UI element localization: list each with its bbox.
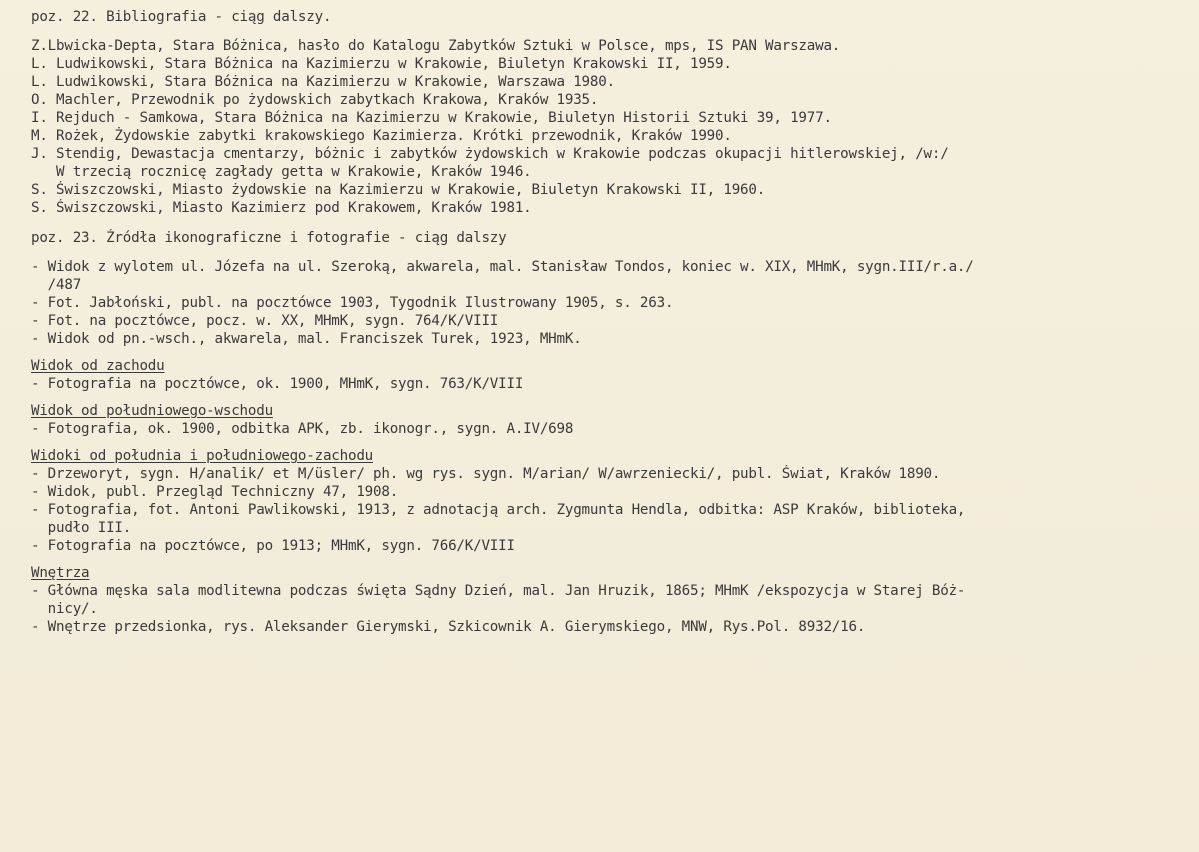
sources-general-list <box>31 258 1185 348</box>
source-item: - Drzeworyt, sygn. H/analik/ et M/üsler/ ph. wg rys. sygn. M/arian/ W/awrzeniecki/, publ. Świat, Kraków 1890. <box>31 466 941 482</box>
bibliography-entry: Z.Lbwicka-Depta, Stara Bóżnica, hasło do Katalogu Zabytków Sztuki w Polsce, mps, IS PAN Warszawa. <box>31 38 841 54</box>
source-item: - Główna męska sala modlitewna podczas święta Sądny Dzień, mal. Jan Hruzik, 1865; MHmK /ekspozycja w Starej Bóż- <box>31 583 966 599</box>
bibliography-entry-continuation: W trzecią rocznicę zagłady getta w Krakowie, Kraków 1946. <box>31 164 532 180</box>
source-item: - Fot. na pocztówce, pocz. w. XX, MHmK, sygn. 764/K/VIII <box>31 313 499 329</box>
bibliography-header: poz. 22. Bibliografia - ciąg dalszy. <box>31 9 332 25</box>
bibliography-entry: I. Rejduch - Samkowa, Stara Bóżnica na Kazimierzu w Krakowie, Biuletyn Historii Sztuki 39, 1977. <box>31 110 832 126</box>
source-item: - Widok od pn.-wsch., akwarela, mal. Franciszek Turek, 1923, MHmK. <box>31 331 582 347</box>
bibliography-list <box>31 37 1185 217</box>
source-item: - Fotografia, ok. 1900, odbitka APK, zb. ikonogr., sygn. A.IV/698 <box>31 421 574 437</box>
bibliography-entry: S. Świszczowski, Miasto żydowskie na Kazimierzu w Krakowie, Biuletyn Krakowski II, 1960. <box>31 182 766 198</box>
section-heading-southeast: Widok od południowego-wschodu <box>31 403 273 419</box>
section-heading-interior: Wnętrza <box>31 565 90 581</box>
bibliography-entry: M. Rożek, Żydowskie zabytki krakowskiego Kazimierza. Krótki przewodnik, Kraków 1990. <box>31 128 732 144</box>
source-item-continuation: pudło III. <box>31 520 132 536</box>
bibliography-entry: L. Ludwikowski, Stara Bóżnica na Kazimierzu w Krakowie, Warszawa 1980. <box>31 74 615 90</box>
source-item: - Fotografia na pocztówce, po 1913; MHmK, sygn. 766/K/VIII <box>31 538 515 554</box>
source-item: - Fotografia, fot. Antoni Pawlikowski, 1913, z adnotacją arch. Zygmunta Hendla, odbitka: ASP Kraków, biblioteka, <box>31 502 966 518</box>
source-item: - Wnętrze przedsionka, rys. Aleksander Gierymski, Szkicownik A. Gierymskiego, MNW, Rys.Pol. 8932/16. <box>31 619 866 635</box>
source-item: - Widok, publ. Przegląd Techniczny 47, 1908. <box>31 484 399 500</box>
bibliography-entry: L. Ludwikowski, Stara Bóżnica na Kazimierzu w Krakowie, Biuletyn Krakowski II, 1959. <box>31 56 732 72</box>
section-heading-west: Widok od zachodu <box>31 358 165 374</box>
bibliography-entry: O. Machler, Przewodnik po żydowskich zabytkach Krakowa, Kraków 1935. <box>31 92 599 108</box>
section-heading-south: Widoki od południa i południowego-zachodu <box>31 448 374 464</box>
sources-header: poz. 23. Źródła ikonograficzne i fotografie - ciąg dalszy <box>31 230 507 246</box>
bibliography-entry: J. Stendig, Dewastacja cmentarzy, bóżnic i zabytków żydowskich w Krakowie podczas okupacji hitlerowskiej, /w:/ <box>31 146 949 162</box>
source-item-continuation: nicy/. <box>31 601 98 617</box>
bibliography-entry: S. Świszczowski, Miasto Kazimierz pod Krakowem, Kraków 1981. <box>31 200 532 216</box>
source-item-continuation: /487 <box>31 277 82 293</box>
source-item: - Fotografia na pocztówce, ok. 1900, MHmK, sygn. 763/K/VIII <box>31 376 524 392</box>
source-item: - Fot. Jabłoński, publ. na pocztówce 1903, Tygodnik Ilustrowany 1905, s. 263. <box>31 295 674 311</box>
source-item: - Widok z wylotem ul. Józefa na ul. Szeroką, akwarela, mal. Stanisław Tondos, koniec w. XIX, MHmK, sygn.III/r.a./ <box>31 259 974 275</box>
